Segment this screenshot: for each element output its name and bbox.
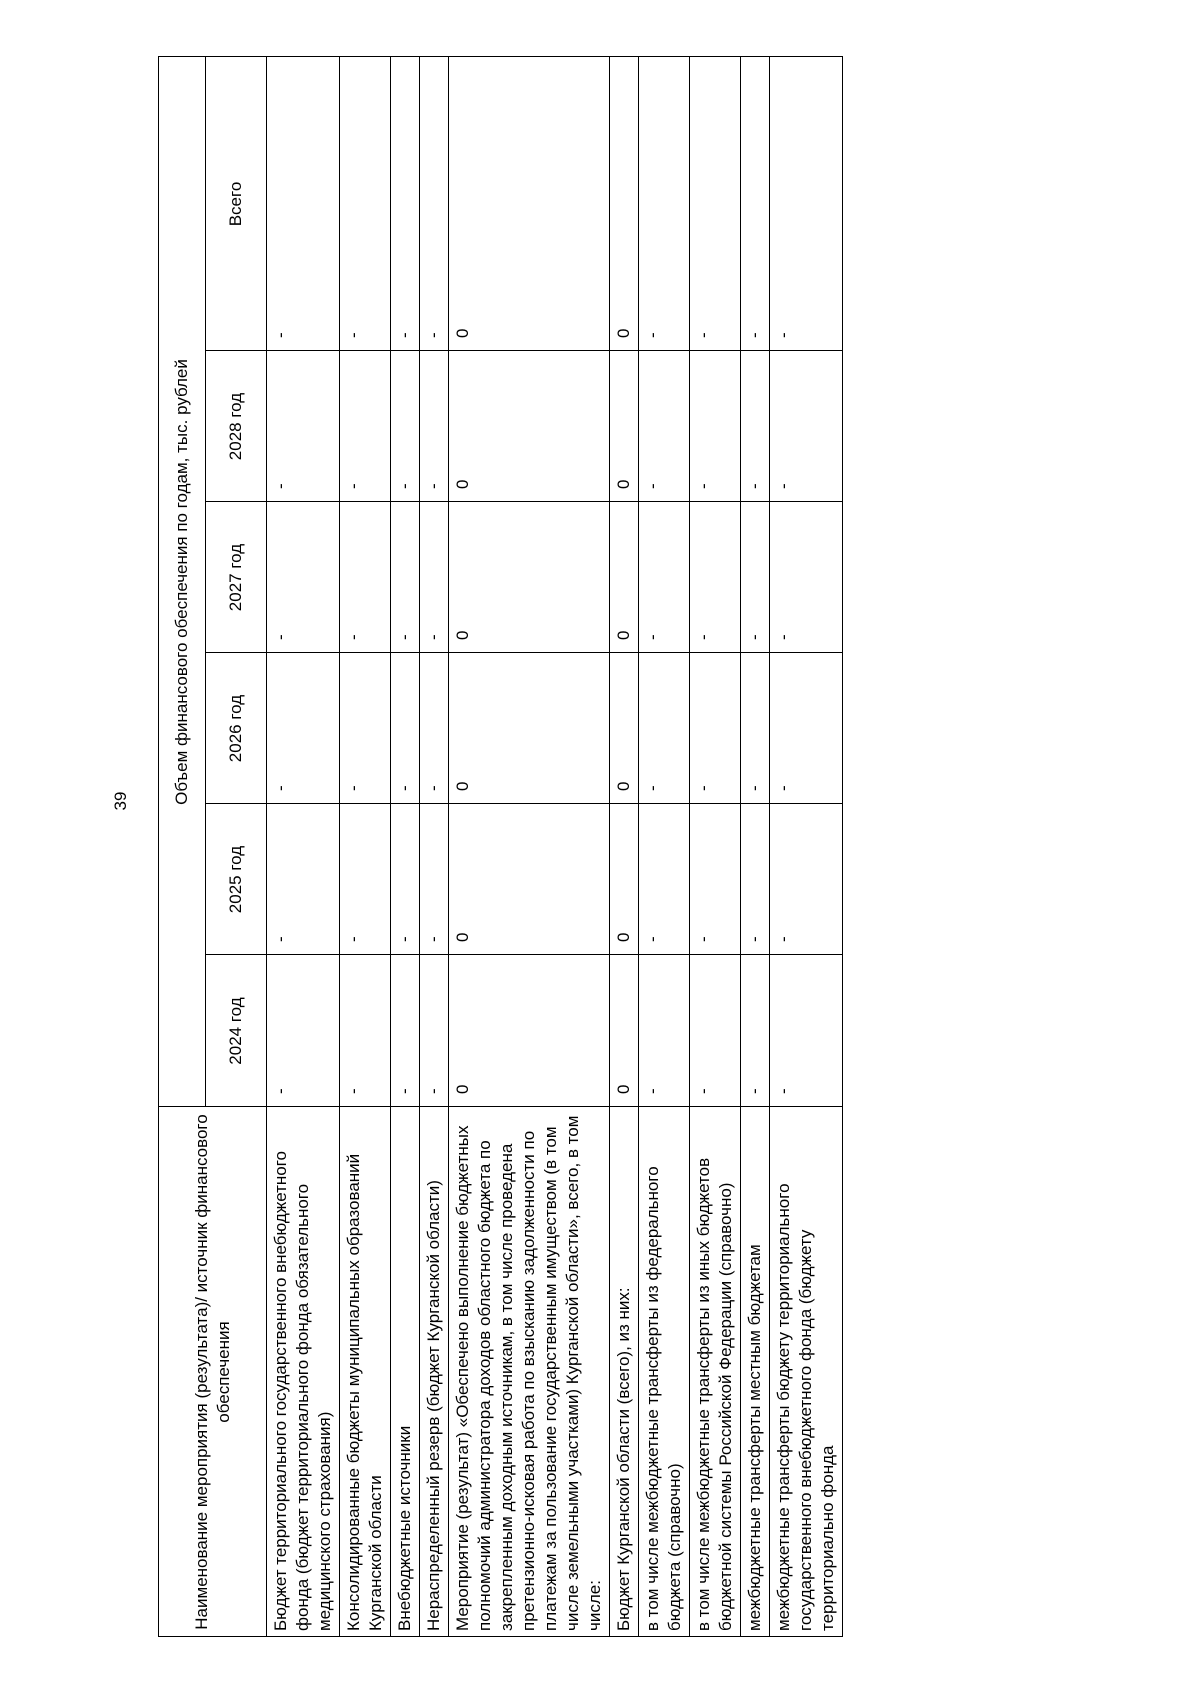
- table-row: [741, 57, 770, 1637]
- row-value: 0: [610, 351, 639, 502]
- row-value: -: [639, 57, 690, 351]
- table-body: [267, 57, 843, 1637]
- row-value: -: [267, 351, 340, 502]
- row-name: межбюджетные трансферты бюджету территориального государственного внебюджетного фонда (бюджету территориально фонда: [770, 1107, 843, 1637]
- row-name: Внебюджетные источники: [391, 1107, 420, 1637]
- row-value: -: [391, 351, 420, 502]
- row-value: -: [267, 804, 340, 955]
- table-row: [420, 57, 449, 1637]
- header-year-2: 2026 год: [206, 653, 267, 804]
- row-value: 0: [449, 804, 610, 955]
- row-name: Бюджет территориального государственного внебюджетного фонда (бюджет территориального фонда обязательного медицинского страхования): [267, 1107, 340, 1637]
- row-value: -: [690, 804, 741, 955]
- row-value: 0: [610, 502, 639, 653]
- row-value: -: [391, 955, 420, 1107]
- header-year-5: Всего: [206, 57, 267, 351]
- row-value: -: [741, 57, 770, 351]
- row-value: 0: [610, 804, 639, 955]
- row-value: -: [420, 804, 449, 955]
- row-value: -: [690, 57, 741, 351]
- row-value: -: [690, 502, 741, 653]
- financing-table: [158, 56, 843, 1637]
- row-name: в том числе межбюджетные трансферты из федерального бюджета (справочно): [639, 1107, 690, 1637]
- row-value: -: [639, 653, 690, 804]
- row-name: Мероприятие (результат) «Обеспечено выполнение бюджетных полномочий администратора доходов областного бюджета по закрепленным доходным источникам, в том числе проведена претензионно-исковая работа по взысканию задолженности по платежам за пользование государственным имуществом (в том числе земельными участками) Курганской области», всего, в том числе:: [449, 1107, 610, 1637]
- row-value: -: [639, 955, 690, 1107]
- row-value: -: [340, 502, 391, 653]
- row-value: -: [420, 502, 449, 653]
- row-value: -: [267, 502, 340, 653]
- row-value: -: [391, 502, 420, 653]
- row-name: межбюджетные трансферты местным бюджетам: [741, 1107, 770, 1637]
- table-row: [770, 57, 843, 1637]
- row-value: -: [690, 351, 741, 502]
- row-value: -: [770, 653, 843, 804]
- row-value: -: [770, 955, 843, 1107]
- row-value: -: [340, 351, 391, 502]
- row-value: -: [770, 804, 843, 955]
- row-name: Нераспределенный резерв (бюджет Курганской области): [420, 1107, 449, 1637]
- row-value: -: [770, 57, 843, 351]
- row-value: -: [391, 57, 420, 351]
- row-value: -: [690, 653, 741, 804]
- row-value: -: [639, 502, 690, 653]
- row-value: -: [340, 955, 391, 1107]
- row-name: Бюджет Курганской области (всего), из них:: [610, 1107, 639, 1637]
- row-value: -: [770, 351, 843, 502]
- row-value: -: [420, 351, 449, 502]
- table-row: [610, 57, 639, 1637]
- table-row: [690, 57, 741, 1637]
- page-number: 39: [111, 791, 130, 811]
- row-value: -: [420, 57, 449, 351]
- row-value: -: [391, 804, 420, 955]
- row-value: -: [741, 955, 770, 1107]
- header-year-0: 2024 год: [206, 955, 267, 1107]
- row-value: -: [391, 653, 420, 804]
- row-value: 0: [449, 653, 610, 804]
- row-value: -: [690, 955, 741, 1107]
- row-value: -: [741, 653, 770, 804]
- row-value: -: [340, 653, 391, 804]
- row-value: -: [770, 502, 843, 653]
- row-value: 0: [610, 57, 639, 351]
- row-value: 0: [449, 351, 610, 502]
- row-value: -: [741, 804, 770, 955]
- row-value: -: [420, 955, 449, 1107]
- row-value: 0: [449, 955, 610, 1107]
- row-name: в том числе межбюджетные трансферты из иных бюджетов бюджетной системы Российской Федерации (справочно): [690, 1107, 741, 1637]
- row-value: -: [741, 351, 770, 502]
- row-name: Консолидированные бюджеты муниципальных образований Курганской области: [340, 1107, 391, 1637]
- header-name-col: Наименование мероприятия (результата)/ источник финансового обеспечения: [159, 1107, 267, 1637]
- row-value: 0: [449, 502, 610, 653]
- table-row: [449, 57, 610, 1637]
- row-value: -: [420, 653, 449, 804]
- row-value: -: [340, 57, 391, 351]
- row-value: -: [267, 653, 340, 804]
- row-value: -: [267, 955, 340, 1107]
- table-row: [391, 57, 420, 1637]
- row-value: -: [639, 804, 690, 955]
- rotated-table-container: [158, 57, 1075, 1637]
- header-year-3: 2027 год: [206, 502, 267, 653]
- row-value: 0: [449, 57, 610, 351]
- row-value: -: [340, 804, 391, 955]
- header-year-1: 2025 год: [206, 804, 267, 955]
- row-value: -: [741, 502, 770, 653]
- table-row: [340, 57, 391, 1637]
- table-row: [639, 57, 690, 1637]
- header-year-4: 2028 год: [206, 351, 267, 502]
- table-row: [267, 57, 340, 1637]
- row-value: 0: [610, 653, 639, 804]
- row-value: -: [267, 57, 340, 351]
- row-value: 0: [610, 955, 639, 1107]
- header-group-label: Объем финансового обеспечения по годам, тыс. рублей: [159, 57, 206, 1107]
- row-value: -: [639, 351, 690, 502]
